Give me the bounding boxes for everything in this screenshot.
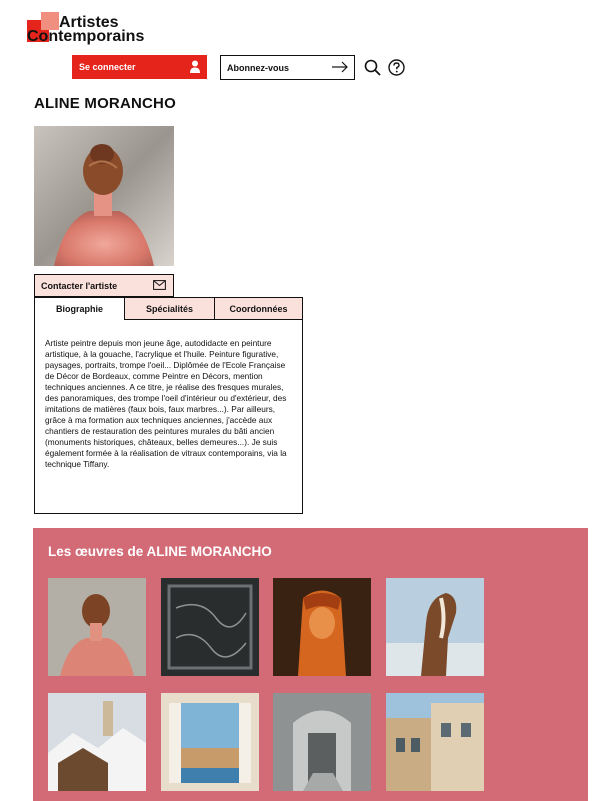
- tab-coordonnees[interactable]: Coordonnées: [214, 298, 302, 320]
- mail-icon: [153, 280, 166, 290]
- tab-specialites[interactable]: Spécialités: [124, 298, 214, 320]
- tab-bar: [35, 298, 302, 320]
- artwork-thumbnail[interactable]: [48, 693, 146, 791]
- biography-text: Artiste peintre depuis mon jeune âge, autodidacte en peinture artistique, à la gouache, l'acrylique et l'huile. Peinture figurative, paysages, portraits, trompe l'oeil... Diplômée de l'Ecole Française de Décor de Bordeaux, comme Peintre en Décors, mention techniques anciennes. A ce titre, je réalise des fresques murales, des panoramiques, des trompe l'oeil d'intérieur ou d'extérieur, des imitations de matières (faux bois, faux marbres...). Par ailleurs, grâce à ma formation aux techniques anciennes, j'accède aux chantiers de restauration des peintures murales du bâti ancien (monuments historiques, châteaux, belles demeures...). Je suis également formée à la réalisation de vitraux contemporains, via la technique Tiffany.: [45, 338, 287, 469]
- works-title: Les œuvres de ALINE MORANCHO: [48, 544, 272, 559]
- search-icon[interactable]: [364, 59, 381, 76]
- artist-portrait: [34, 126, 174, 266]
- artwork-thumbnail[interactable]: [386, 578, 484, 676]
- contact-label: Contacter l'artiste: [41, 280, 118, 291]
- artwork-thumbnail[interactable]: [161, 693, 259, 791]
- user-icon: [190, 60, 200, 73]
- contact-artist-button[interactable]: [34, 274, 174, 297]
- artwork-thumbnail[interactable]: [273, 693, 371, 791]
- subscribe-button[interactable]: [220, 55, 355, 80]
- artwork-thumbnail[interactable]: [273, 578, 371, 676]
- tab-biographie[interactable]: Biographie: [35, 298, 124, 320]
- artist-info-tabs: [34, 297, 303, 514]
- site-logo[interactable]: [27, 12, 167, 46]
- login-button[interactable]: [72, 55, 207, 79]
- logo-line-2: Contemporains: [27, 28, 145, 45]
- logo-line-1: Artistes: [59, 14, 119, 31]
- artwork-thumbnail[interactable]: [386, 693, 484, 791]
- artist-name: ALINE MORANCHO: [34, 95, 176, 112]
- help-icon[interactable]: [388, 59, 405, 76]
- login-label: Se connecter: [79, 62, 136, 72]
- artwork-thumbnail[interactable]: [48, 578, 146, 676]
- artwork-thumbnail[interactable]: [161, 578, 259, 676]
- subscribe-label: Abonnez-vous: [227, 62, 289, 73]
- arrow-right-icon: [332, 61, 348, 73]
- works-section: [33, 528, 588, 801]
